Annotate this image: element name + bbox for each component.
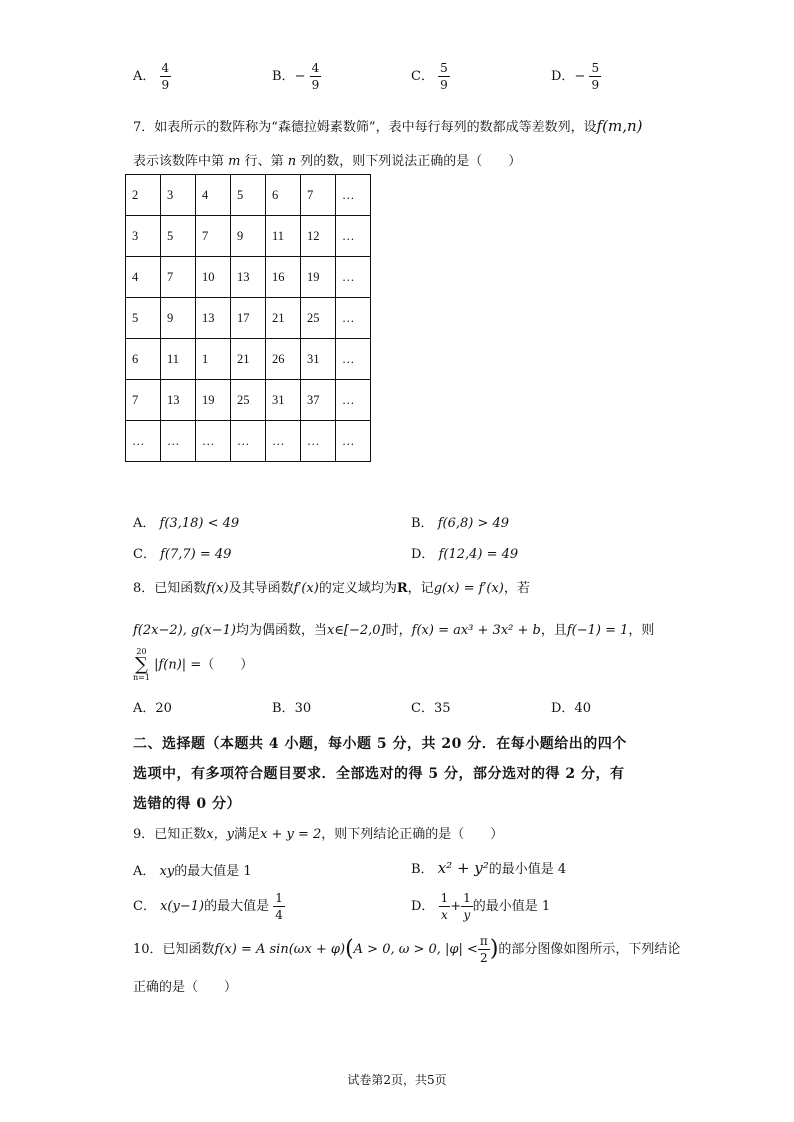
q10-stem-line1: 10．已知函数f(x) = A sin(ωx + φ)(A > 0, ω > 0, |φ| < $\frac{\pi}{2}$ )的部分图像如图所示，下列结论: [133, 934, 681, 965]
table-cell: 7: [161, 257, 196, 298]
table-cell: …: [126, 421, 161, 462]
table-cell: 13: [231, 257, 266, 298]
table-cell: …: [336, 380, 371, 421]
table-cell: 19: [196, 380, 231, 421]
table-cell: 1: [196, 339, 231, 380]
q6-option-c: C． $\frac{5}{9}$: [411, 61, 448, 92]
table-cell: 9: [231, 216, 266, 257]
table-cell: 4: [196, 175, 231, 216]
table-cell: …: [301, 421, 336, 462]
table-cell: …: [336, 257, 371, 298]
table-row: [126, 175, 371, 216]
q8-option-b: B．30: [272, 701, 312, 716]
table-cell: …: [336, 216, 371, 257]
q9-option-a: A． xy的最大值是 1: [133, 864, 252, 879]
table-cell: 31: [301, 339, 336, 380]
q8-option-d: D．40: [551, 701, 591, 716]
table-cell: 37: [301, 380, 336, 421]
table-row: [126, 257, 371, 298]
table-cell: 4: [126, 257, 161, 298]
table-cell: 21: [231, 339, 266, 380]
q8-option-a: A．20: [133, 701, 172, 716]
q6-option-d: D．− $\frac{5}{9}$: [551, 61, 600, 92]
table-cell: …: [161, 421, 196, 462]
table-cell: 3: [161, 175, 196, 216]
q9-option-d: D． $\frac{1}{x}$ + $\frac{1}{y}$ 的最小值是 1: [411, 891, 551, 922]
q8-stem-line2: f(2x−2), g(x−1)均为偶函数，当x∈[−2,0]时，f(x) = ax³ + 3x² + b，且f(−1) = 1，则: [133, 623, 655, 638]
q6-option-a: A． $\frac{4}{9}$: [133, 61, 170, 92]
table-row: [126, 298, 371, 339]
q7-option-b: B． f(6,8) > 49: [411, 516, 510, 531]
table-cell: 5: [231, 175, 266, 216]
table-cell: 31: [266, 380, 301, 421]
q7-option-c: C． f(7,7) = 49: [133, 547, 232, 562]
table-cell: 13: [196, 298, 231, 339]
q8-stem-line1: 8．已知函数f(x)及其导函数f′(x)的定义域均为R，记g(x) = f′(x)，若: [133, 581, 530, 596]
q6-option-b: B．− $\frac{4}{9}$: [272, 61, 320, 92]
table-cell: 6: [126, 339, 161, 380]
table-cell: …: [196, 421, 231, 462]
table-row: [126, 421, 371, 462]
q8-option-c: C．35: [411, 701, 451, 716]
table-cell: 9: [161, 298, 196, 339]
q9-option-c: C． x(y−1)的最大值是 $\frac{1}{4}$: [133, 891, 283, 922]
table-row: [126, 380, 371, 421]
table-cell: 16: [266, 257, 301, 298]
table-cell: 7: [301, 175, 336, 216]
table-cell: 12: [301, 216, 336, 257]
table-cell: …: [336, 421, 371, 462]
table-cell: 25: [231, 380, 266, 421]
table-cell: 19: [301, 257, 336, 298]
table-row: [126, 216, 371, 257]
table-cell: 17: [231, 298, 266, 339]
table-cell: 11: [161, 339, 196, 380]
table-cell: 25: [301, 298, 336, 339]
table-cell: 7: [196, 216, 231, 257]
table-cell: 7: [126, 380, 161, 421]
table-cell: 6: [266, 175, 301, 216]
q7-option-a: A． f(3,18) < 49: [133, 516, 240, 531]
section2-heading-line3: 选错的得 0 分）: [133, 796, 241, 812]
table-cell: …: [231, 421, 266, 462]
table-cell: 2: [126, 175, 161, 216]
table-cell: …: [266, 421, 301, 462]
table-cell: …: [336, 175, 371, 216]
q7-option-d: D． f(12,4) = 49: [411, 547, 519, 562]
table-cell: 21: [266, 298, 301, 339]
summation-symbol: 20 ∑ n=1: [133, 647, 150, 682]
q9-option-b: B． x² + y²的最小值是 4: [411, 859, 567, 877]
q7-stem-line2: 表示该数阵中第 m 行、第 n 列的数，则下列说法正确的是（ ）: [133, 154, 522, 169]
table-cell: 5: [161, 216, 196, 257]
table-cell: 11: [266, 216, 301, 257]
table-cell: …: [336, 298, 371, 339]
table-cell: 13: [161, 380, 196, 421]
section2-heading-line1: 二、选择题（本题共 4 小题，每小题 5 分，共 20 分．在每小题给出的四个: [133, 736, 627, 752]
table-cell: 3: [126, 216, 161, 257]
table-cell: …: [336, 339, 371, 380]
q10-stem-line2: 正确的是（ ）: [133, 980, 238, 995]
page-footer: 试卷第2页，共5页: [347, 1073, 447, 1087]
table-cell: 10: [196, 257, 231, 298]
q8-sum-expression: 20 ∑ n=1 |f(n)| =（ ）: [133, 647, 254, 682]
sundaram-sieve-table: [125, 174, 371, 462]
section2-heading-line2: 选项中，有多项符合题目要求．全部选对的得 5 分，部分选对的得 2 分，有: [133, 766, 625, 782]
q7-stem-line1: 7．如表所示的数阵称为“森德拉姆素数筛”，表中每行每列的数都成等差数列，设f(m,n): [133, 117, 643, 135]
table-row: [126, 339, 371, 380]
q9-stem: 9．已知正数x，y满足x + y = 2，则下列结论正确的是（ ）: [133, 827, 504, 842]
table-cell: 5: [126, 298, 161, 339]
table-cell: 26: [266, 339, 301, 380]
